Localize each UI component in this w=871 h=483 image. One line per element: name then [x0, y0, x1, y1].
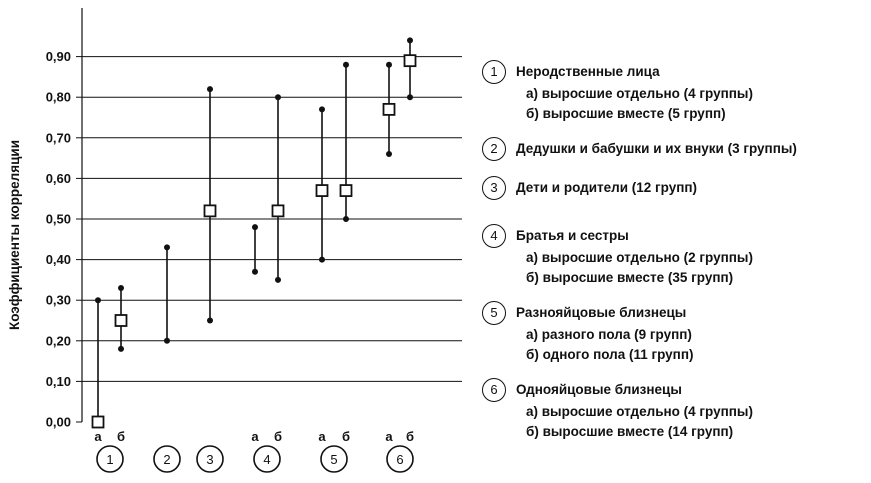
legend-group-5 [482, 301, 693, 365]
mean-marker [384, 104, 395, 115]
y-tick-label: 0,90 [45, 49, 71, 65]
legend-number-circle: 2 [482, 137, 506, 161]
y-tick-label: 0,10 [45, 373, 71, 389]
legend-number-circle: 3 [482, 176, 506, 200]
legend-title: Неродственные лица [516, 64, 660, 79]
y-tick-label: 0,60 [45, 170, 71, 186]
y-tick-labels [46, 49, 71, 429]
mean-marker [205, 205, 216, 216]
legend-group-1 [482, 60, 753, 124]
legend-sub-label: а) разного пола (9 групп) [526, 327, 692, 342]
legend-group-6 [482, 378, 753, 442]
group-number: 6 [396, 452, 404, 467]
min-dot [319, 257, 325, 263]
y-tick-label: 0,50 [45, 211, 71, 227]
sub-label: а [318, 429, 326, 444]
sub-label: б [341, 429, 351, 444]
max-dot [407, 37, 413, 43]
legend-number-circle: 4 [482, 224, 506, 248]
min-dot [207, 318, 213, 324]
legend-title: Разнояйцовые близнецы [516, 305, 687, 320]
y-axis-label: Коэффициенты корреляции [7, 139, 22, 331]
group-number: 4 [263, 452, 271, 467]
y-tick-label: 0,30 [45, 292, 71, 308]
group-number: 2 [163, 452, 171, 467]
y-tick-label: 0,40 [45, 252, 71, 268]
min-dot [343, 216, 349, 222]
mean-marker [273, 205, 284, 216]
sub-label: а [94, 429, 102, 444]
max-dot [319, 106, 325, 112]
legend-title: Братья и сестры [516, 228, 629, 243]
legend-sub-label: б) выросшие вместе (14 групп) [526, 424, 734, 439]
max-dot [275, 94, 281, 100]
data-series [93, 37, 416, 427]
mean-marker [93, 417, 104, 428]
sub-label: а [251, 429, 259, 444]
group-number: 1 [106, 452, 114, 467]
legend-number-circle: 1 [482, 60, 506, 84]
legend-title: Дети и родители (12 групп) [516, 180, 698, 195]
gridlines [76, 8, 462, 422]
y-tick-label: 0,80 [45, 89, 71, 105]
max-dot [252, 224, 258, 230]
min-dot [407, 94, 413, 100]
group-number: 5 [330, 452, 338, 467]
x-group-labels [94, 429, 414, 472]
legend-number-circle: 5 [482, 301, 506, 325]
min-dot [252, 269, 258, 275]
group-number: 3 [206, 452, 214, 467]
legend-group-3 [482, 176, 697, 200]
max-dot [207, 86, 213, 92]
max-dot [386, 62, 392, 68]
y-tick-label: 0,70 [45, 130, 71, 146]
max-dot [164, 244, 170, 250]
min-dot [164, 338, 170, 344]
y-tick-label: 0,20 [45, 333, 71, 349]
legend-sub-label: а) выросшие отдельно (4 группы) [526, 86, 753, 101]
sub-label: б [273, 429, 283, 444]
legend-title: Однояйцовые близнецы [516, 382, 682, 397]
legend-group-2 [482, 137, 797, 161]
mean-marker [317, 185, 328, 196]
min-dot [386, 151, 392, 157]
min-dot [275, 277, 281, 283]
min-dot [118, 346, 124, 352]
max-dot [95, 297, 101, 303]
mean-marker [116, 315, 127, 326]
y-tick-label: 0,00 [45, 414, 71, 430]
max-dot [118, 285, 124, 291]
legend-sub-label: а) выросшие отдельно (4 группы) [526, 404, 753, 419]
sub-label: а [385, 429, 393, 444]
legend-number-circle: 6 [482, 378, 506, 402]
max-dot [343, 62, 349, 68]
mean-marker [341, 185, 352, 196]
legend-sub-label: б) выросшие вместе (35 групп) [526, 270, 734, 285]
legend-title: Дедушки и бабушки и их внуки (3 группы) [516, 141, 797, 156]
legend-sub-label: б) одного пола (11 групп) [526, 347, 694, 362]
sub-label: б [405, 429, 415, 444]
legend-sub-label: а) выросшие отдельно (2 группы) [526, 250, 753, 265]
mean-marker [405, 55, 416, 66]
legend-group-4 [482, 224, 753, 288]
sub-label: б [116, 429, 126, 444]
legend-sub-label: б) выросшие вместе (5 групп) [526, 106, 726, 121]
